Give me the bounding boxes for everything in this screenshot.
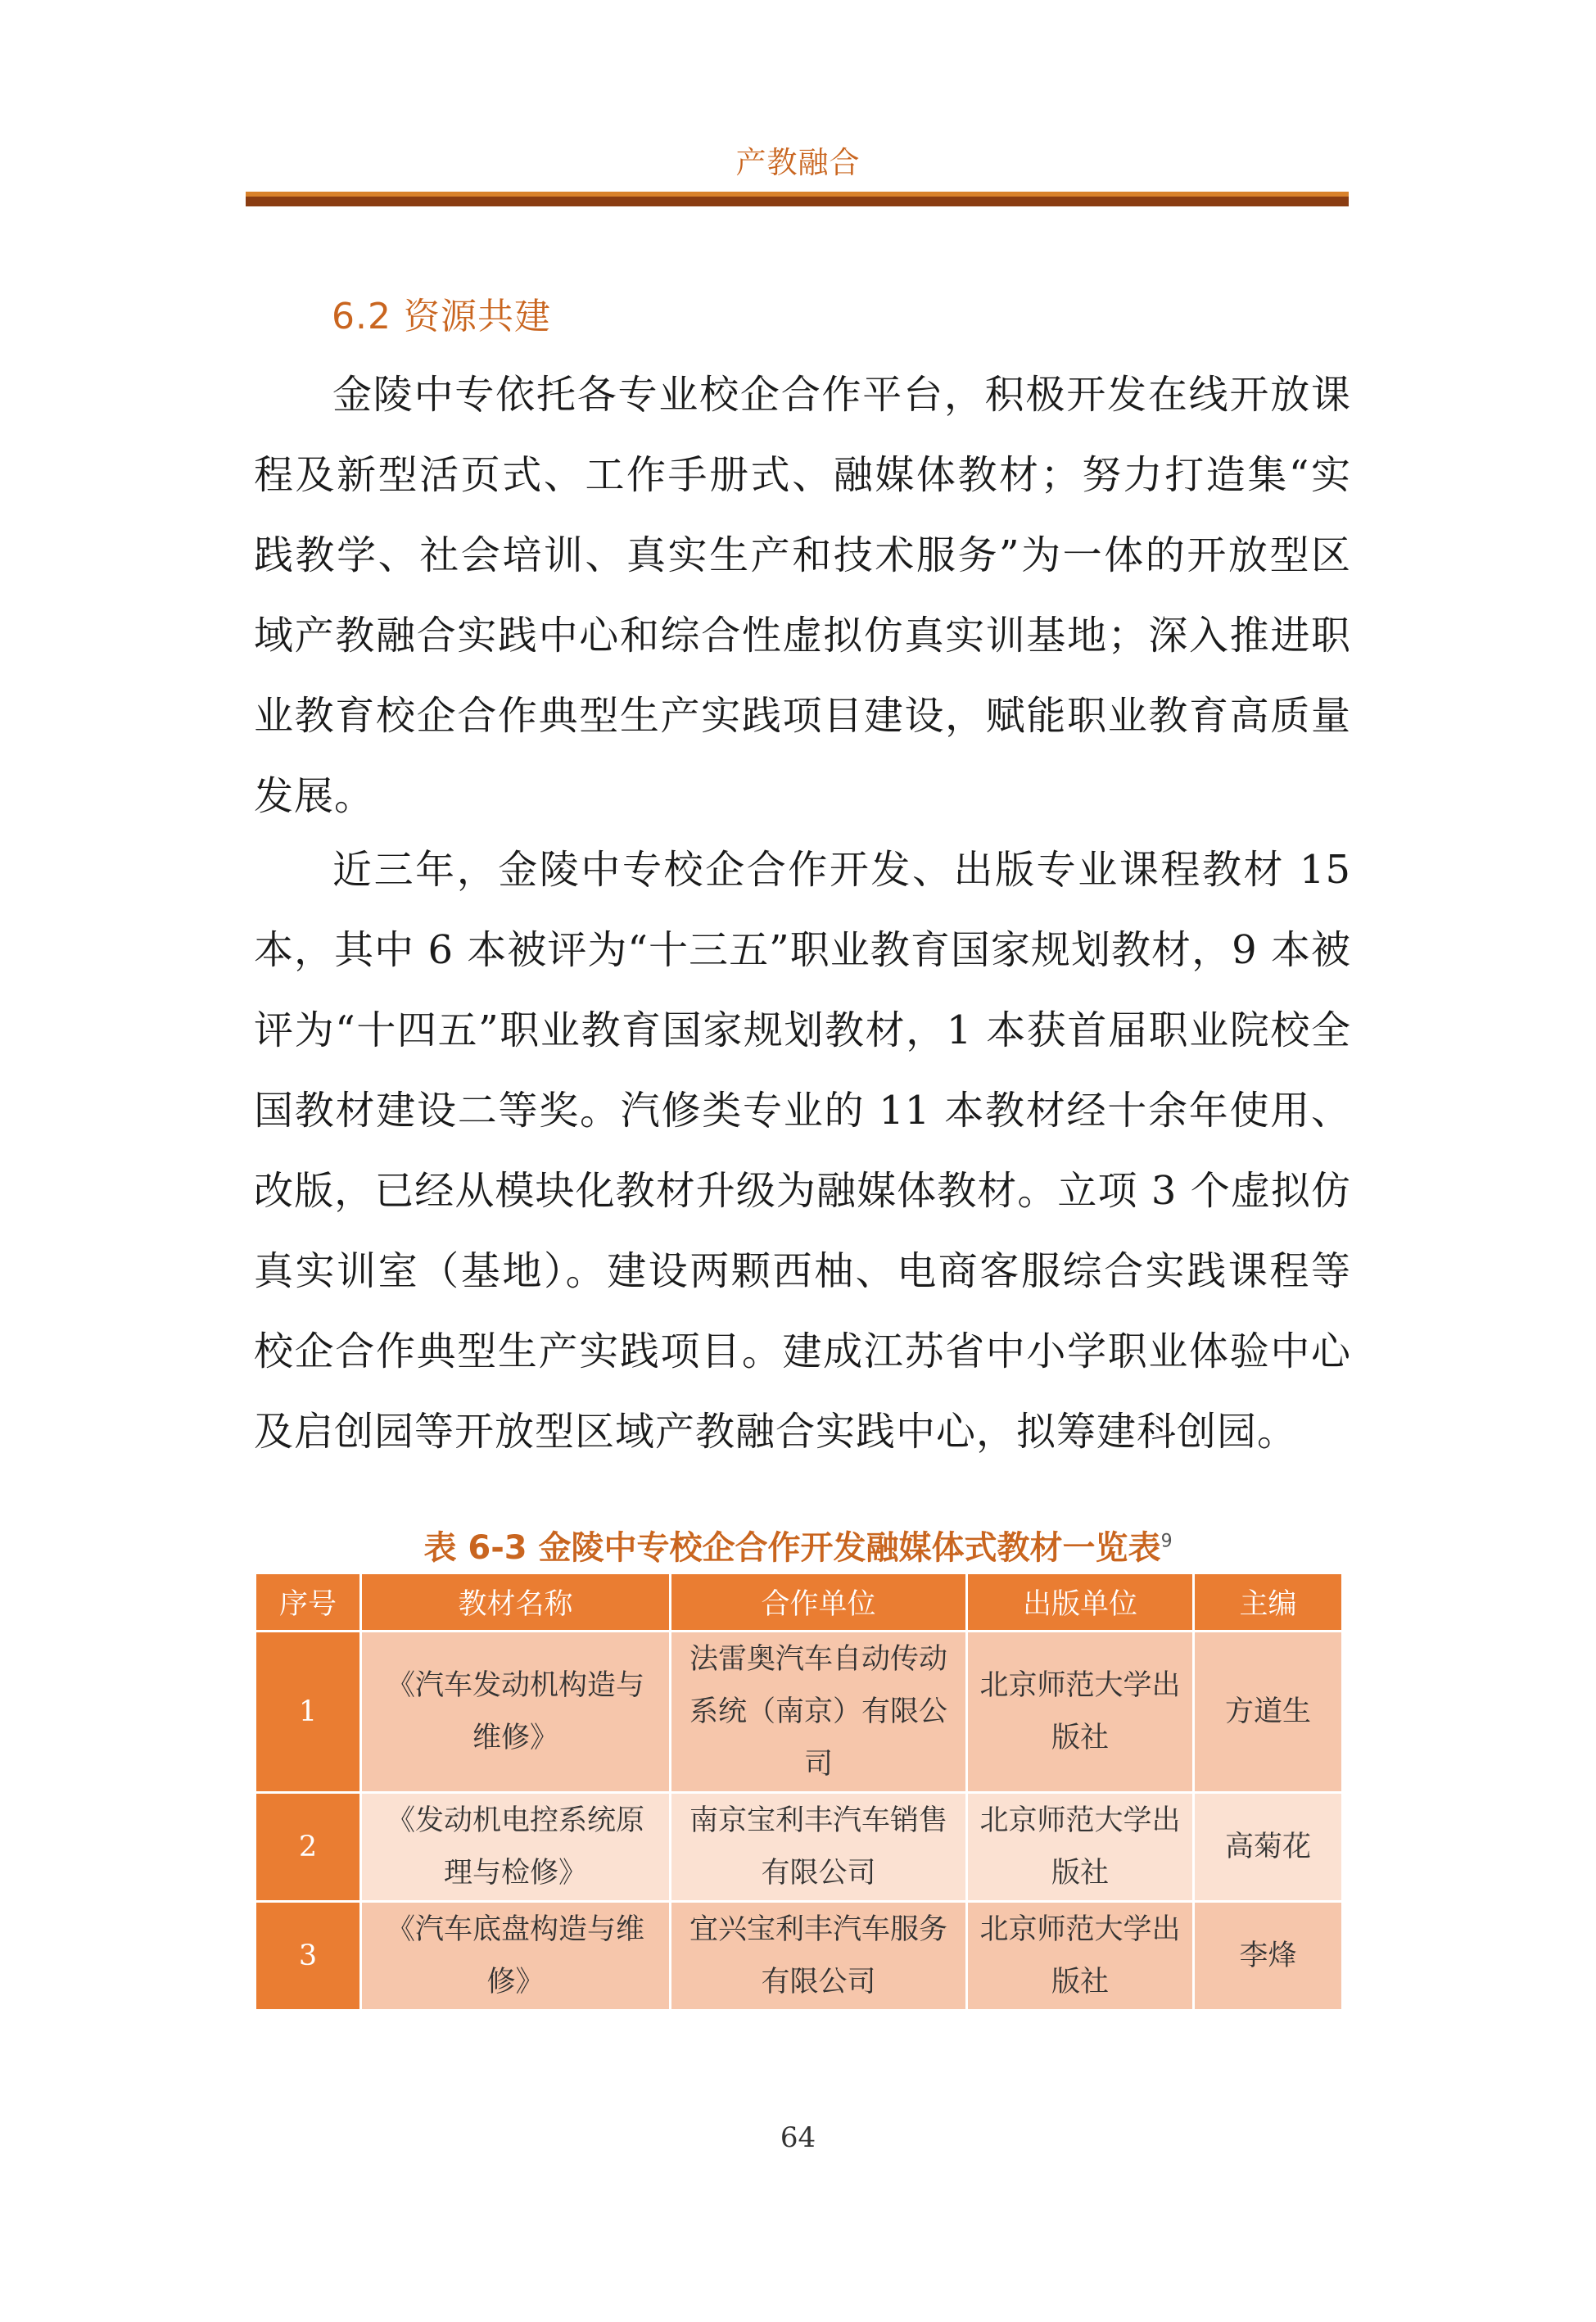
header-rule — [246, 192, 1349, 206]
row-index: 1 — [255, 1632, 361, 1793]
row-publisher: 北京师范大学出版社 — [967, 1632, 1194, 1793]
row-partner: 法雷奥汽车自动传动系统（南京）有限公司 — [671, 1632, 967, 1793]
column-header-partner: 合作单位 — [671, 1574, 967, 1632]
row-publisher: 北京师范大学出版社 — [967, 1793, 1194, 1902]
column-header-publisher: 出版单位 — [967, 1574, 1194, 1632]
row-title: 《发动机电控系统原理与检修》 — [361, 1793, 671, 1902]
row-index: 3 — [255, 1902, 361, 2011]
materials-table — [254, 1574, 1344, 2012]
column-header-index: 序号 — [255, 1574, 361, 1632]
table-row — [255, 1632, 1343, 1793]
table-header-row — [255, 1574, 1343, 1632]
row-editor: 李烽 — [1194, 1902, 1343, 2011]
section-heading: 6.2 资源共建 — [332, 296, 551, 337]
table-caption — [0, 1522, 1596, 1568]
row-editor: 方道生 — [1194, 1632, 1343, 1793]
body-paragraph: 近三年，金陵中专校企合作开发、出版专业课程教材 15 本，其中 6 本被评为“十三五”职业教育国家规划教材，9 本被评为“十四五”职业教育国家规划教材，1 本获首届职业院校全国教材建设二等奖。汽修类专业的 11 本教材经十余年使用、改版，已经从模块化教材升级为融媒体教材。立项 3 个虚拟仿真实训室（基地）。建设两颗西柚、电商客服综合实践课程等校企合作典型生产实践项目。建成江苏省中小学职业体验中心及启创园等开放型区域产教融合实践中心，拟筹建科创园。 — [254, 847, 1351, 1455]
row-editor: 高菊花 — [1194, 1793, 1343, 1902]
row-partner: 宜兴宝利丰汽车服务有限公司 — [671, 1902, 967, 2011]
footnote-mark: 9 — [1160, 1531, 1173, 1552]
column-header-title: 教材名称 — [361, 1574, 671, 1632]
table-caption-text: 表 6-3 金陵中专校企合作开发融媒体式教材一览表 — [423, 1529, 1161, 1567]
row-title: 《汽车底盘构造与维修》 — [361, 1902, 671, 2011]
table-row — [255, 1902, 1343, 2011]
page-number: 64 — [780, 2121, 816, 2154]
row-title: 《汽车发动机构造与维修》 — [361, 1632, 671, 1793]
body-paragraph: 金陵中专依托各专业校企合作平台，积极开发在线开放课程及新型活页式、工作手册式、融媒体教材；努力打造集“实践教学、社会培训、真实生产和技术服务”为一体的开放型区域产教融合实践中心和综合性虚拟仿真实训基地；深入推进职业教育校企合作典型生产实践项目建设，赋能职业教育高质量发展。 — [254, 372, 1351, 819]
row-publisher: 北京师范大学出版社 — [967, 1902, 1194, 2011]
running-header: 产教融合 — [735, 145, 861, 180]
table-row — [255, 1793, 1343, 1902]
row-partner: 南京宝利丰汽车销售有限公司 — [671, 1793, 967, 1902]
column-header-editor: 主编 — [1194, 1574, 1343, 1632]
row-index: 2 — [255, 1793, 361, 1902]
